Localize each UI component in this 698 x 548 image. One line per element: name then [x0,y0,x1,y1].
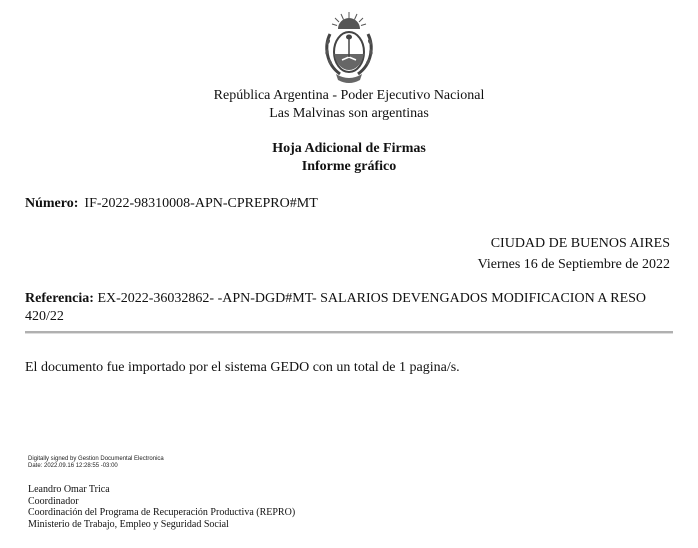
referencia-value: EX-2022-36032862- -APN-DGD#MT- SALARIOS DEVENGADOS MODIFICACION A RESO 420/22 [25,291,647,324]
numero-value: IF-2022-98310008-APN-CPREPRO#MT [84,196,318,211]
document-title: Hoja Adicional de Firmas [272,141,426,156]
coat-of-arms-icon [322,10,376,84]
referencia-row [25,290,655,326]
document-subtitle: Informe gráfico [301,159,397,174]
digital-signature-line: Digitally signed by Gestion Documental Electronica [28,456,164,462]
divider [25,331,673,334]
signer-ministry: Ministerio de Trabajo, Empleo y Seguridad Social [28,518,229,530]
digital-signature-date: Date: 2022.09.16 12:28:55 -03:00 [28,463,118,469]
signer-name: Leandro Omar Trica [28,484,110,495]
body-text: El documento fue importado por el sistema GEDO con un total de 1 pagina/s. [25,360,460,375]
signer-unit: Coordinación del Programa de Recuperación Productiva (REPRO) [28,507,296,519]
header-malvinas: Las Malvinas son argentinas [269,106,429,121]
city: CIUDAD DE BUENOS AIRES [490,236,670,251]
date: Viernes 16 de Septiembre de 2022 [477,257,670,272]
signer-role: Coordinador [28,495,79,507]
digital-signature-stamp [28,456,164,470]
referencia-label: Referencia: [25,291,94,306]
signer-block [28,484,295,530]
header-republica: República Argentina - Poder Ejecutivo Nacional [213,88,485,103]
numero-row [25,195,318,213]
numero-label: Número: [25,196,79,211]
